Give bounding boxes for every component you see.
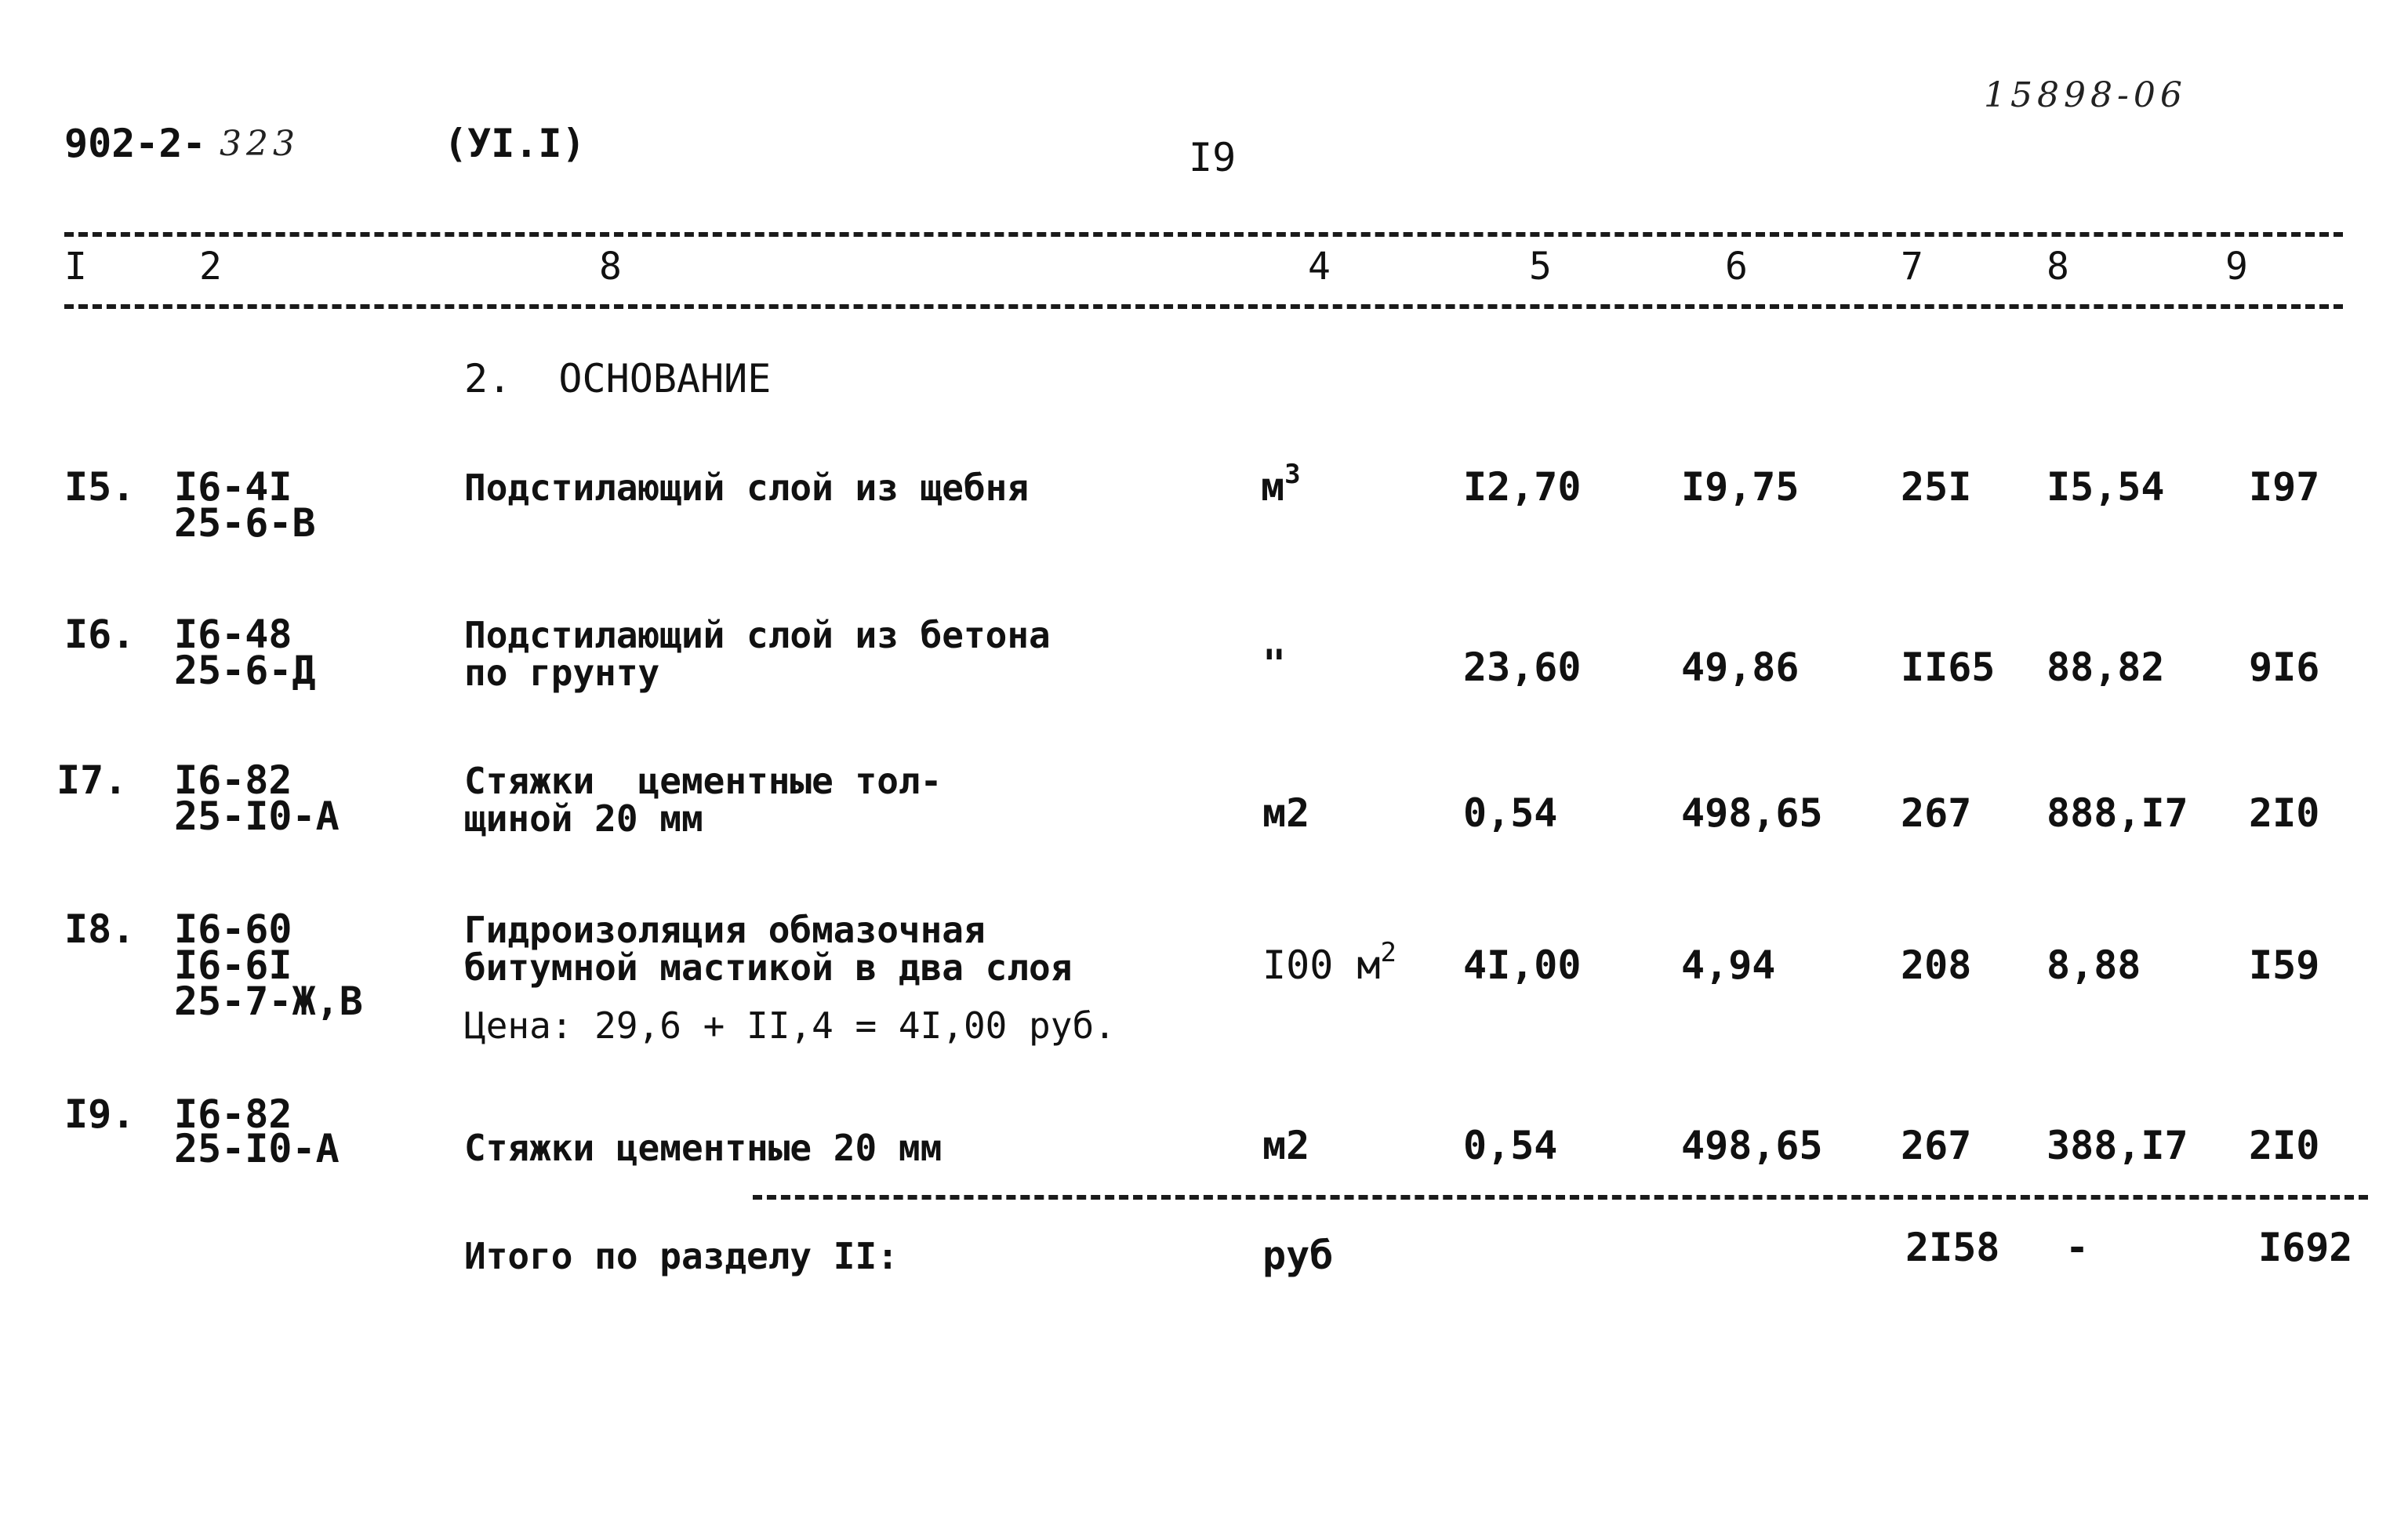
row-code: I6-82 [174, 757, 292, 803]
row-code: 25-6-В [174, 500, 316, 546]
row-col9: 2I0 [2249, 790, 2320, 836]
row-number: I7. [56, 757, 128, 803]
row-code: I6-60 [174, 906, 292, 952]
total-rule [753, 1195, 2368, 1200]
row-col5: 4I,00 [1463, 942, 1582, 988]
total-label: Итого по разделу II: [464, 1235, 899, 1277]
row-description: Стяжки цементные тол- [464, 760, 942, 802]
row-col7: 267 [1901, 1123, 1972, 1168]
row-col5: I2,70 [1463, 464, 1582, 510]
header-bottom-rule [64, 304, 2343, 309]
row-col9: I59 [2249, 942, 2320, 988]
row-description: битумной мастикой в два слоя [464, 946, 1073, 989]
total-col9: I692 [2258, 1225, 2353, 1270]
row-code: 25-7-Ж,В [174, 979, 363, 1024]
row-number: I8. [64, 906, 136, 952]
row-description: по грунту [464, 652, 660, 694]
row-col7: 25I [1901, 464, 1972, 510]
total-col7: 2I58 [1905, 1225, 2000, 1270]
row-code: I6-6I [174, 942, 292, 988]
row-col5: 23,60 [1463, 645, 1582, 690]
row-col8: 88,82 [2047, 645, 2165, 690]
row-col8: I5,54 [2047, 464, 2165, 510]
page-number: I9 [1189, 135, 1237, 180]
row-description: Стяжки цементные 20 мм [464, 1127, 942, 1169]
row-col8: 8,88 [2047, 942, 2141, 988]
column-number-5: 5 [1529, 245, 1552, 289]
row-col6: 498,65 [1681, 790, 1823, 836]
row-col7: II65 [1901, 645, 1996, 690]
row-col7: 267 [1901, 790, 1972, 836]
section-title: 2. ОСНОВАНИЕ [464, 356, 772, 401]
row-col6: 49,86 [1681, 645, 1800, 690]
row-col9: 2I0 [2249, 1123, 2320, 1168]
row-col8: 888,I7 [2047, 790, 2188, 836]
row-code: 25-I0-А [174, 1126, 340, 1171]
row-code: 25-6-Д [174, 648, 316, 693]
row-unit: м2 [1262, 790, 1310, 836]
row-code: I6-82 [174, 1091, 292, 1137]
row-unit: м2 [1262, 1123, 1310, 1168]
document-code-handwritten: 323 [220, 124, 300, 164]
row-description: Гидроизоляция обмазочная [464, 909, 986, 951]
column-number-6: 6 [1725, 245, 1748, 289]
row-code: I6-4I [174, 464, 292, 510]
row-col7: 208 [1901, 942, 1972, 988]
total-col8: - [2065, 1225, 2090, 1270]
column-number-8: 8 [2047, 245, 2069, 289]
price-note: Цена: 29,6 + II,4 = 4I,00 руб. [464, 1004, 1116, 1047]
header-top-rule [64, 232, 2343, 237]
archive-number-handwritten: 15898-06 [1984, 75, 2187, 115]
total-unit: руб [1262, 1233, 1334, 1278]
album-label: (УI.I) [444, 121, 586, 166]
row-code: 25-I0-А [174, 794, 340, 839]
row-col8: 388,I7 [2047, 1123, 2188, 1168]
column-number-4: 4 [1308, 245, 1331, 289]
row-col9: 9I6 [2249, 645, 2320, 690]
row-number: I5. [64, 464, 136, 510]
row-col5: 0,54 [1463, 790, 1558, 836]
row-col6: 498,65 [1681, 1123, 1823, 1168]
column-number-7: 7 [1901, 245, 1923, 289]
document-code: 902-2- [64, 121, 206, 166]
row-code: I6-48 [174, 612, 292, 657]
column-number-3: 8 [599, 245, 622, 289]
row-col6: I9,75 [1681, 464, 1800, 510]
row-number: I6. [64, 612, 136, 657]
row-description: Подстилающий слой из бетона [464, 614, 1051, 656]
row-col9: I97 [2249, 464, 2320, 510]
row-unit: " [1262, 641, 1287, 687]
row-description: щиной 20 мм [464, 797, 703, 840]
row-col5: 0,54 [1463, 1123, 1558, 1168]
column-number-9: 9 [2225, 245, 2248, 289]
column-number-1: I [64, 245, 87, 289]
row-unit: I00 $м^2$ [1262, 937, 1396, 988]
row-col6: 4,94 [1681, 942, 1776, 988]
row-description: Подстилающий слой из щебня [464, 467, 1030, 509]
row-unit: $м^3$ [1261, 459, 1301, 510]
column-number-2: 2 [199, 245, 222, 289]
row-number: I9. [64, 1091, 136, 1137]
